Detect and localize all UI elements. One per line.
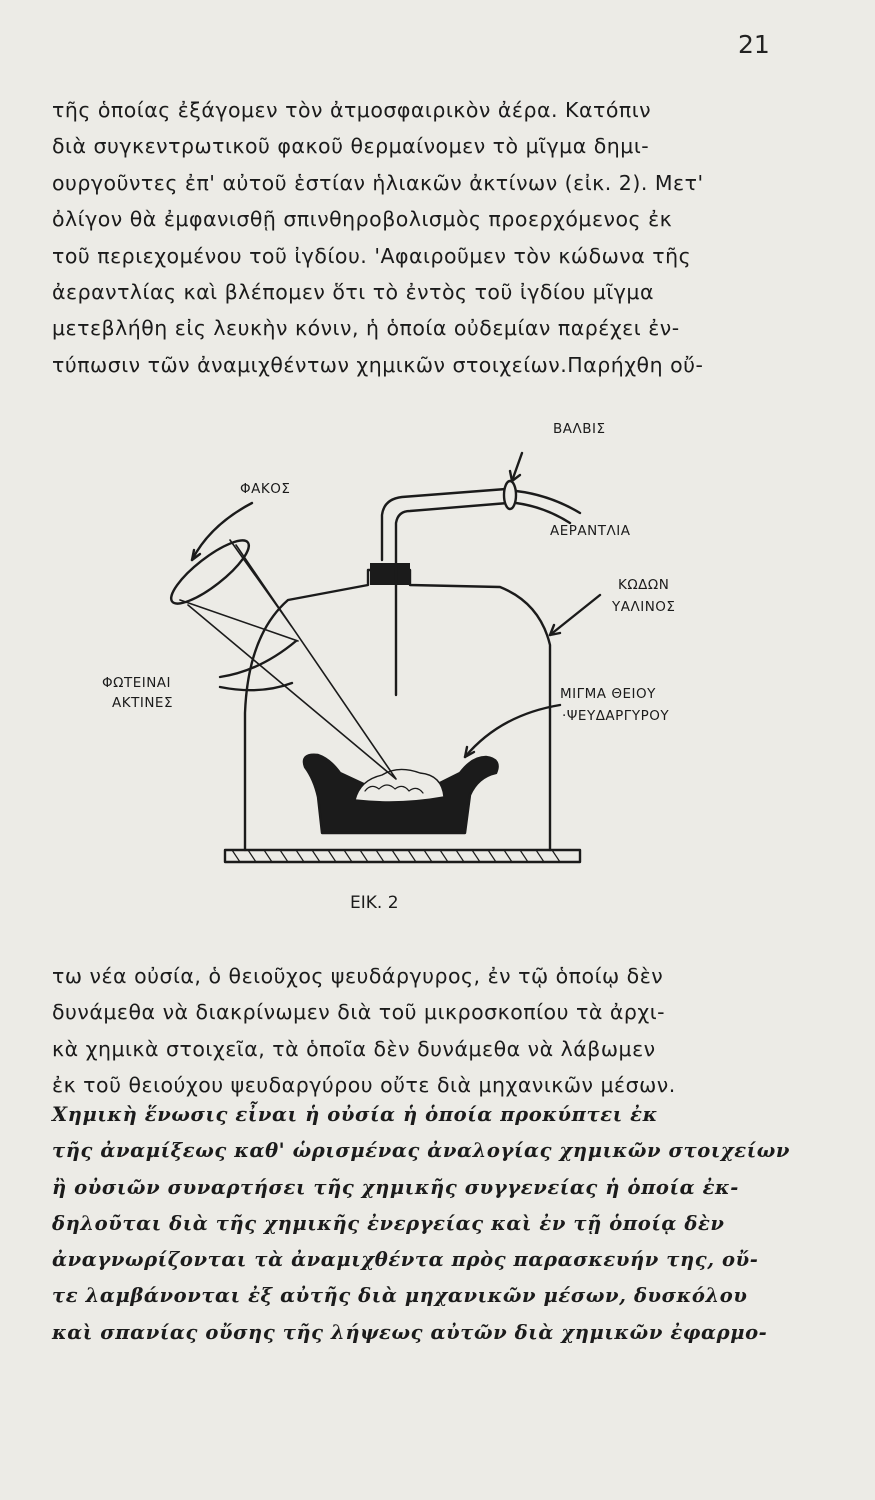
text-line: δυνάμεθα νὰ διακρίνωμεν διὰ τοῦ μικροσκοπίου τὰ ἀρχι- [52, 1000, 666, 1025]
text-line: κὰ χημικὰ στοιχεῖα, τὰ ὁποῖα δὲν δυνάμεθα νὰ λάβωμεν [52, 1036, 656, 1061]
text-line: τῆς ὁποίας ἐξάγομεν τὸν ἀτμοσφαιρικὸν ἀέρα. Κατόπιν [52, 98, 652, 122]
text-line: τύπωσιν τῶν ἀναμιχθέντων χημικῶν στοιχείων.Παρήχθη οὔ- [52, 352, 704, 377]
text-line: ἐκ τοῦ θειούχου ψευδαργύρου οὔτε διὰ μηχανικῶν μέσων. [52, 1073, 676, 1098]
text-line: διὰ συγκεντρωτικοῦ φακοῦ θερμαίνομεν τὸ μῖγμα δημι- [52, 134, 650, 159]
text-line: τε λαμβάνονται ἐξ αὐτῆς διὰ μηχανικῶν μέσων, δυσκόλου [52, 1284, 748, 1308]
text-line: μετεβλήθη εἰς λευκὴν κόνιν, ἡ ὁποία οὐδεμίαν παρέχει ἐν- [52, 316, 680, 341]
label-bell-jar-line2: ΥΑΛΙΝΟΣ [612, 599, 676, 615]
paragraph-top [52, 92, 792, 383]
text-line: ἀναγνωρίζονται τὰ ἀναμιχθέντα πρὸς παρασκευήν της, οὔ- [52, 1248, 759, 1272]
figure-bell-jar-experiment [60, 395, 760, 935]
valve [504, 481, 516, 509]
text-line: δηλοῦται διὰ τῆς χημικῆς ἐνεργείας καὶ ἐν τῇ ὁποίᾳ δὲν [52, 1211, 725, 1235]
figure-drawing [60, 395, 760, 935]
text-line: ὀλίγον θὰ ἐμφανισθῇ σπινθηροβολισμὸς προερχόμενος ἐκ [52, 207, 673, 232]
label-lens: ΦΑΚΟΣ [240, 481, 291, 497]
text-line: τω νέα οὐσία, ὁ θειοῦχος ψευδάργυρος, ἐν τῷ ὁποίῳ δὲν [52, 964, 664, 988]
label-bell-jar-line1: ΚΩΔΩΝ [618, 577, 670, 593]
text-line: ἀεραντλίας καὶ βλέπομεν ὅτι τὸ ἐντὸς τοῦ ἰγδίου μῖγμα [52, 280, 654, 305]
label-mixture-line1: ΜΙΓΜΑ ΘΕΙΟΥ [560, 686, 656, 702]
label-air-pump: ΑΕΡΑΝΤΛΙΑ [550, 523, 631, 539]
label-rays-line1: ΦΩΤΕΙΝΑΙ [102, 675, 172, 691]
air-tube [382, 489, 506, 560]
paragraph-middle [52, 958, 792, 1104]
text-line: τῆς ἀναμίξεως καθ' ὡρισμένας ἀναλογίας χημικῶν στοιχείων [52, 1139, 791, 1163]
figure-caption: ΕΙΚ. 2 [350, 893, 399, 913]
text-line: ἢ οὐσιῶν συναρτήσει τῆς χημικῆς συγγενείας ἡ ὁποία ἐκ- [52, 1175, 739, 1199]
text-line: ουργοῦντες ἐπ' αὐτοῦ ἑστίαν ἡλιακῶν ἀκτίνων (εἰκ. 2). Μετ' [52, 170, 704, 195]
label-mixture-line2: ·ΨΕΥΔΑΡΓΥΡΟΥ [562, 708, 670, 724]
lens [164, 531, 257, 612]
text-line: Χημικὴ ἕνωσις εἶναι ἡ οὐσία ἡ ὁποία προκύπτει ἐκ [52, 1103, 658, 1126]
label-valve: ΒΑΛΒΙΣ [553, 421, 606, 437]
page-number: 21 [738, 30, 770, 59]
stopper [370, 563, 410, 585]
definition-paragraph [52, 1097, 797, 1351]
label-rays-line2: ΑΚΤΙΝΕΣ [112, 695, 173, 711]
text-line: τοῦ περιεχομένου τοῦ ἰγδίου. 'Αφαιροῦμεν τὸν κώδωνα τῆς [52, 243, 692, 268]
text-line: καὶ σπανίας οὔσης τῆς λήψεως αὐτῶν διὰ χημικῶν ἐφαρμο- [52, 1320, 768, 1344]
